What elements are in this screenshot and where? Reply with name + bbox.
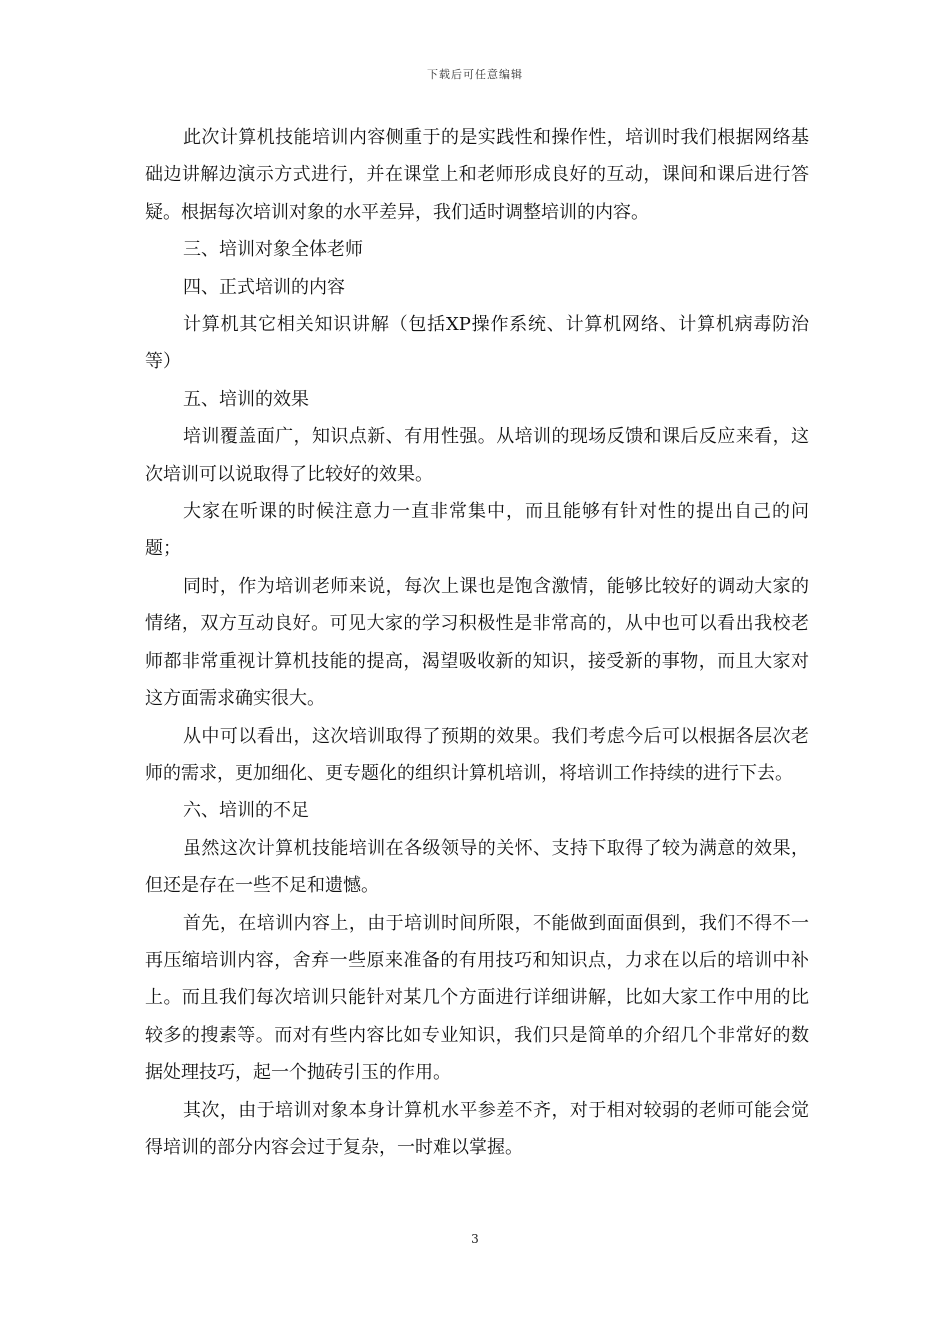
page-header: 下载后可任意编辑 (427, 68, 523, 81)
paragraph-second-shortcoming: 其次，由于培训对象本身计算机水平参差不齐，对于相对较弱的老师可能会觉得培训的部分内容会过于复杂，一时难以掌握。 (145, 1099, 809, 1158)
section-heading-training-content: 四、正式培训的内容 (183, 276, 345, 298)
page-number: 3 (471, 1232, 479, 1246)
paragraph-attention: 大家在听课的时候注意力一直非常集中，而且能够有针对性的提出自己的问题； (145, 501, 809, 560)
section-heading-training-effect: 五、培训的效果 (183, 388, 309, 410)
paragraph-shortcomings-intro: 虽然这次计算机技能培训在各级领导的关怀、支持下取得了较为满意的效果，但还是存在一些不足和遗憾。 (145, 837, 809, 897)
paragraph-intro: 此次计算机技能培训内容侧重于的是实践性和操作性，培训时我们根据网络基础边讲解边演示方式进行，并在课堂上和老师形成良好的互动，课间和课后进行答疑。根据每次培训对象的水平差异，我们适时调整培训的内容。 (145, 127, 809, 223)
paragraph-training-content: 计算机其它相关知识讲解（包括XP操作系统、计算机网络、计算机病毒防治等） (145, 314, 809, 373)
paragraph-expected-effect: 从中可以看出，这次培训取得了预期的效果。我们考虑今后可以根据各层次老师的需求，更加细化、更专题化的组织计算机培训，将培训工作持续的进行下去。 (145, 725, 809, 784)
section-heading-training-target: 三、培训对象全体老师 (183, 239, 363, 261)
paragraph-effect-summary: 培训覆盖面广，知识点新、有用性强。从培训的现场反馈和课后反应来看，这次培训可以说取得了比较好的效果。 (145, 426, 809, 485)
paragraph-first-shortcoming: 首先，在培训内容上，由于培训时间所限，不能做到面面俱到，我们不得不一再压缩培训内容，舍弃一些原来准备的有用技巧和知识点，力求在以后的培训中补上。而且我们每次培训只能针对某几个方面进行详细讲解，比如大家工作中用的比较多的搜素等。而对有些内容比如专业知识，我们只是简单的介绍几个非常好的数据处理技巧，起一个抛砖引玉的作用。 (145, 912, 809, 1084)
section-heading-shortcomings: 六、培训的不足 (183, 800, 309, 822)
paragraph-interaction: 同时，作为培训老师来说，每次上课也是饱含激情，能够比较好的调动大家的情绪，双方互动良好。可见大家的学习积极性是非常高的，从中也可以看出我校老师都非常重视计算机技能的提高，渴望吸收新的知识，接受新的事物，而且大家对这方面需求确实很大。 (145, 575, 809, 710)
document-body (145, 119, 809, 1166)
